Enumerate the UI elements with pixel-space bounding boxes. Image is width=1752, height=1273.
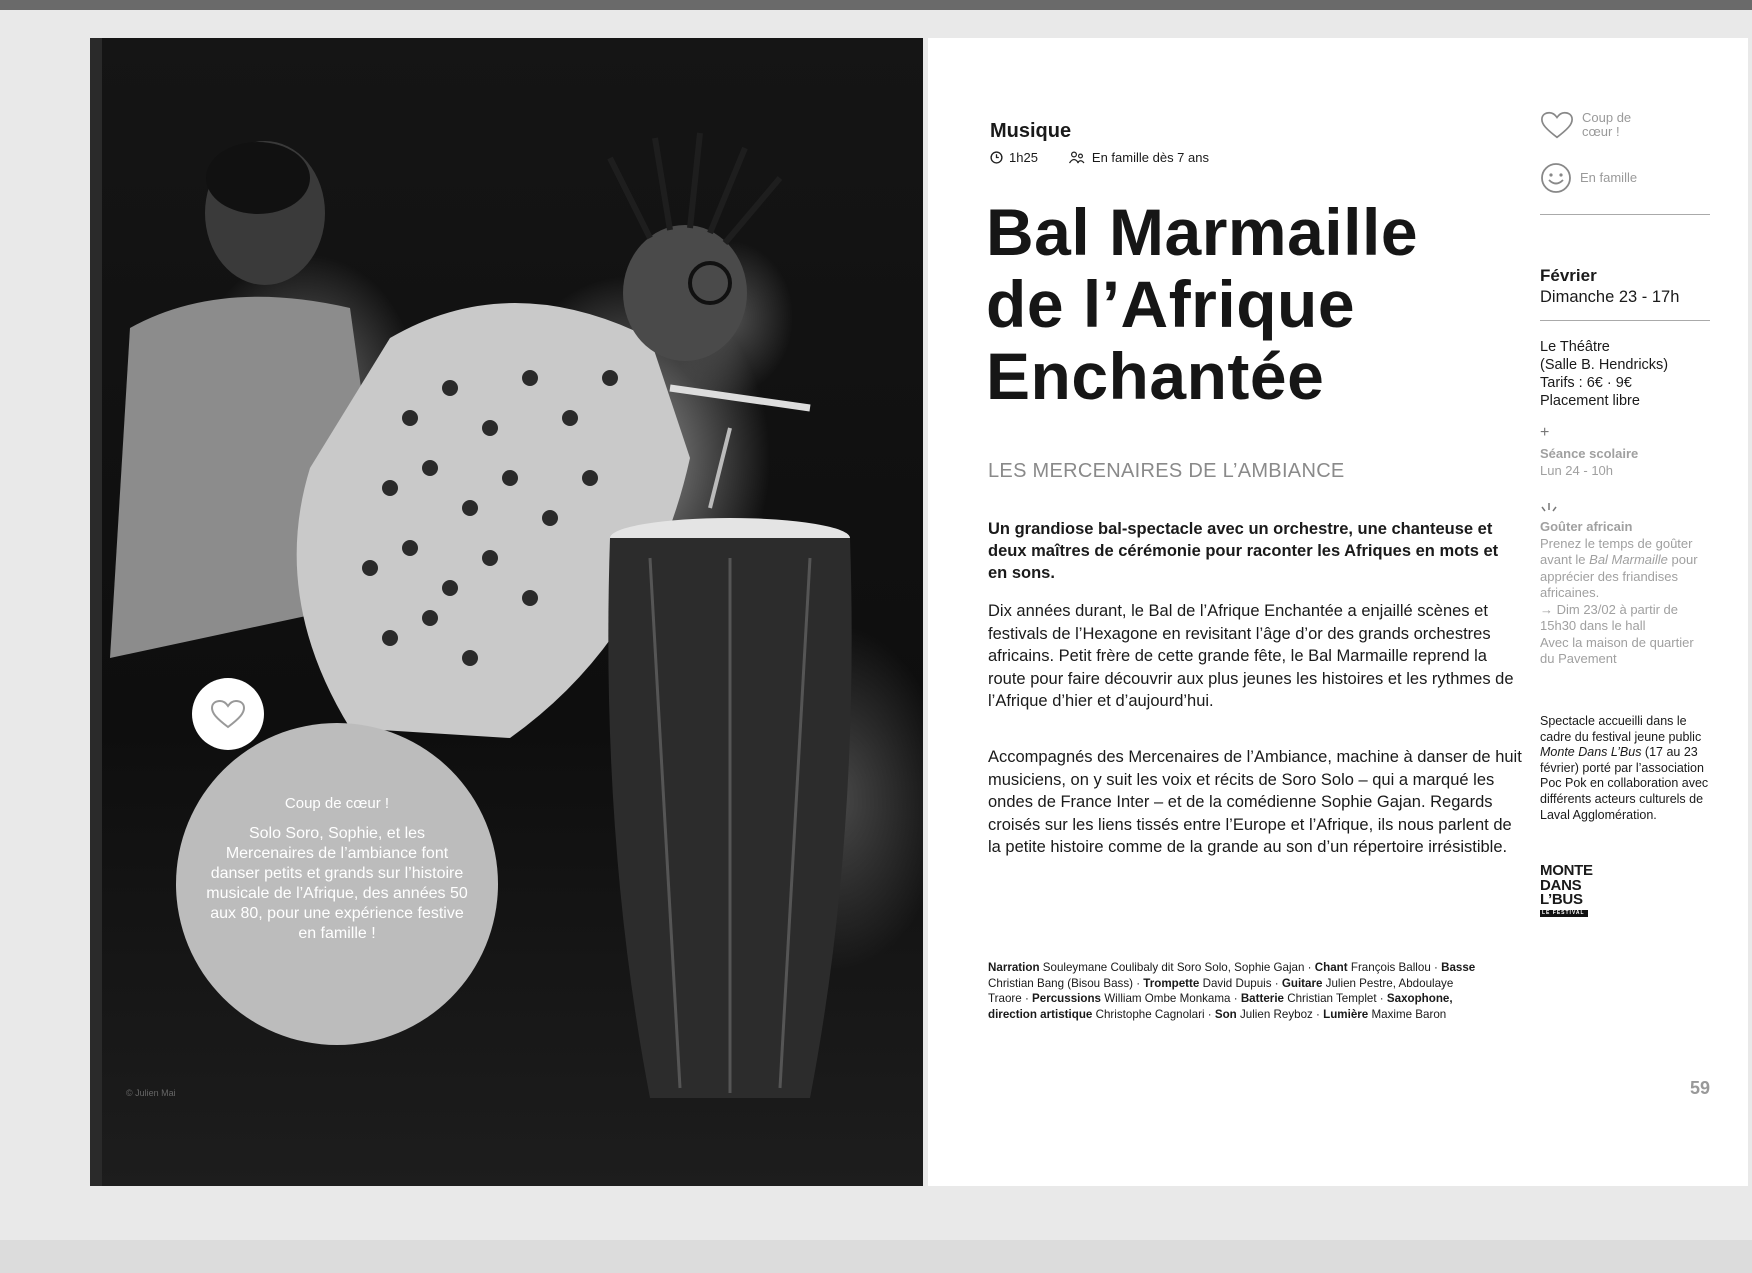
- family-icon: [1068, 151, 1086, 164]
- heart-icon: [1540, 110, 1574, 140]
- credit-role: Lumière: [1323, 1007, 1369, 1021]
- gouter-title: Goûter africain: [1540, 519, 1633, 534]
- credit-names: François Ballou: [1350, 961, 1431, 974]
- credit-names: Julien Reyboz: [1239, 1007, 1313, 1021]
- monte-dans-lbus-logo: [1540, 864, 1593, 917]
- smiley-icon: [1540, 162, 1572, 194]
- gouter-africain: [1540, 519, 1710, 668]
- photo-page: [90, 38, 923, 1186]
- festival-text-a: Spectacle accueilli dans le cadre du festival jeune public: [1540, 714, 1702, 744]
- credit-names: Christophe Cagnolari: [1095, 1007, 1205, 1021]
- performance-date: Dimanche 23 - 17h: [1540, 288, 1680, 306]
- body-paragraph-1: Dix années durant, le Bal de l’Afrique Enchantée a enjaillé scènes et festivals de l’Hexagone en revisitant l’âge d’or des grands orchestres africains. Petit frère de cette grande fête, le Bal Marmaille reprend la route pour faire découvrir aux plus jeunes les histoires et les rythmes de l’Afrique d’hier et d’aujourd’hui.: [988, 602, 1514, 710]
- heart-icon: [210, 699, 246, 729]
- credit-role: Saxophone, direction artistique: [988, 992, 1453, 1021]
- title-line: Bal Marmaille: [986, 195, 1419, 269]
- credit-role: Trompette: [1143, 976, 1200, 990]
- sidebar-divider: [1540, 214, 1710, 215]
- credit-role: Guitare: [1281, 976, 1323, 990]
- credit-role: Son: [1214, 1007, 1237, 1021]
- credit-role: Basse: [1441, 961, 1476, 974]
- title-line: Enchantée: [986, 339, 1325, 413]
- duration: 1h25: [1009, 150, 1038, 165]
- company-subtitle: LES MERCENAIRES DE L’AMBIANCE: [988, 460, 1345, 482]
- show-title: [986, 196, 1506, 412]
- credit-names: Maxime Baron: [1371, 1007, 1447, 1021]
- gouter-italic: Bal Marmaille: [1589, 552, 1668, 567]
- gouter-text-a: Prenez le temps de goûter avant le: [1540, 535, 1693, 567]
- lead-paragraph: Un grandiose bal-spectacle avec un orchestre, une chanteuse et deux maîtres de cérémonie pour raconter les Afriques en mots et en sons.: [988, 520, 1499, 582]
- gouter-text-b: pour apprécier des friandises africaines.: [1540, 552, 1698, 600]
- category-label: Musique: [990, 120, 1072, 142]
- festival-text-b: (17 au 23 février) porté par l’association Poc Pok en collaboration avec différents acteurs culturels de Laval Agglomération.: [1540, 745, 1709, 822]
- venue-info: [1540, 338, 1668, 410]
- gouter-partner: Avec la maison de quartier du Pavement: [1540, 634, 1694, 666]
- plus-icon: +: [1540, 424, 1550, 441]
- credits: Narration Souleymane Coulibaly dit Soro Solo, Sophie Gajan · Chant François Ballou · Basse Christian Bang (Bisou Bass) · Trompette David Dupuis · Guitare Julien Pestre, Abdoulaye Traore · Percussions William Ombe Monkama · Batterie Christian Templet · Saxophone, direction artistique Christophe Cagnolari · Son Julien Reyboz · Lumière Maxime Baron: [988, 961, 1476, 1021]
- credit-names: Christian Bang (Bisou Bass): [988, 976, 1133, 990]
- clock-icon: [990, 151, 1003, 164]
- photo-credit: © Julien Mai: [126, 1088, 176, 1098]
- logo-line: MONTE: [1540, 862, 1593, 879]
- gouter-date: → Dim 23/02 à partir de 15h30 dans le hall: [1540, 601, 1679, 633]
- callout-text: Solo Soro, Sophie, et les Mercenaires de l’ambiance font danser petits et grands sur l’histoire musicale de l’Afrique, des années 50 aux 80, pour une expérience festive en famille !: [206, 825, 468, 942]
- body-paragraph-2: Accompagnés des Mercenaires de l’Ambiance, machine à danser de huit musiciens, on y suit les voix et récits de Soro Solo – qui a marqué les ondes de France Inter – et de la comédienne Sophie Gajan. Regards croisés sur les liens tissés entre l’Europe et l’Afrique, ils nous parlent de la petite histoire comme de la grande au son d’un répertoire irrésistible.: [988, 748, 1522, 856]
- credit-role: Batterie: [1240, 992, 1284, 1005]
- logo-tag: LE FESTIVAL: [1540, 910, 1588, 917]
- credit-names: Souleymane Coulibaly dit Soro Solo, Sophie Gajan: [1042, 961, 1305, 974]
- concert-photo: [90, 38, 923, 1186]
- page-number: 59: [1690, 1078, 1711, 1098]
- audience: En famille dès 7 ans: [1091, 150, 1209, 165]
- festival-name: Monte Dans L’Bus: [1540, 745, 1642, 760]
- gouter-text: [1540, 536, 1710, 602]
- credit-names: William Ombe Monkama: [1104, 992, 1231, 1005]
- coup-de-coeur-heart-badge: [192, 678, 264, 750]
- show-meta: [990, 150, 1209, 165]
- text-page: [928, 38, 1748, 1186]
- title-line: de l’Afrique: [986, 267, 1356, 341]
- school-session-date: Lun 24 - 10h: [1540, 462, 1614, 478]
- badge-coup-label: Coup de cœur !: [1582, 110, 1632, 139]
- badge-en-famille: [1540, 162, 1637, 194]
- sparkle-icon: [1540, 502, 1558, 514]
- credit-names: David Dupuis: [1202, 976, 1272, 990]
- badge-famille-label: En famille: [1580, 170, 1638, 185]
- credit-role: Chant: [1314, 961, 1348, 974]
- logo-line: L’BUS: [1540, 891, 1583, 908]
- credit-role: Narration: [988, 961, 1040, 974]
- credit-role: Percussions: [1032, 992, 1101, 1005]
- venue-line: Le Théâtre: [1540, 339, 1610, 355]
- scan-top-band: [0, 0, 1752, 10]
- month: Février: [1540, 266, 1597, 285]
- festival-note: [1540, 714, 1710, 823]
- sidebar-divider: [1540, 320, 1710, 321]
- credit-names: Julien Pestre, Abdoulaye Traore: [988, 976, 1454, 1005]
- school-session: [1540, 446, 1710, 479]
- venue-line: Placement libre: [1540, 393, 1640, 409]
- callout-title: Coup de cœur !: [284, 795, 390, 812]
- venue-line: (Salle B. Hendricks): [1540, 357, 1669, 373]
- credit-names: Christian Templet: [1287, 992, 1377, 1005]
- scan-bottom-band: [0, 1240, 1752, 1273]
- venue-line: Tarifs : 6€ · 9€: [1540, 375, 1632, 391]
- logo-line: DANS: [1540, 876, 1582, 894]
- coup-de-coeur-callout: [176, 723, 498, 1045]
- school-session-title: Séance scolaire: [1540, 446, 1639, 461]
- badge-coup-de-coeur: [1540, 110, 1652, 140]
